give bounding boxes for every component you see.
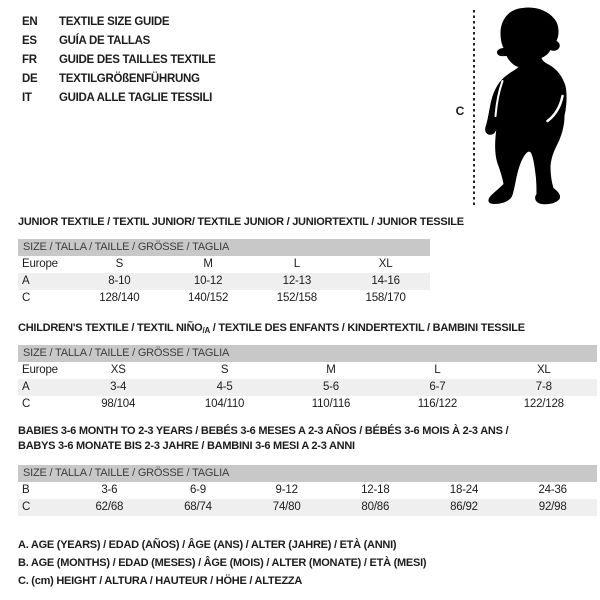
table-row-height [18,499,597,516]
children-table-title: CHILDREN'S TEXTILE / TEXTIL NIÑO/A / TEXTILE DES ENFANTS / KINDERTEXTIL / BAMBINI TESSILE [18,322,525,335]
row-label: A [22,275,30,287]
size-cell: L [434,364,441,376]
table-row-age [18,273,430,290]
size-cell: 7-8 [535,381,552,393]
lang-row-de [22,70,216,89]
size-cell: XS [110,364,126,376]
size-cell: 152/158 [276,292,317,304]
lang-code: FR [22,54,37,66]
table-row-age-months [18,482,597,499]
lang-code: DE [22,73,38,85]
lang-row-en [22,13,216,32]
babies-title-line2: BABYS 3-6 MONATE BIS 2-3 JAHRE / BAMBINI 3-6 MESI A 2-3 ANNI [18,440,355,452]
size-cell: XL [378,258,393,270]
table-row-height [18,290,430,307]
size-cell: L [293,258,300,270]
size-cell: 3-6 [101,484,118,496]
size-cell: 6-7 [429,381,446,393]
language-list [22,13,216,108]
size-cell: 5-6 [322,381,339,393]
row-label: Europe [22,258,58,270]
size-cell: 110/116 [311,398,351,410]
size-cell: 12-18 [361,484,390,496]
footnote-a: A. AGE (YEARS) / EDAD (AÑOS) / ÂGE (ANS) / ALTER (JAHRE) / ETÀ (ANNI) [18,539,397,551]
babies-table-title [18,424,508,454]
baby-silhouette-icon [480,6,580,206]
size-cell: 6-9 [189,484,206,496]
size-table-children [18,345,597,413]
row-label: B [22,484,30,496]
table-row-height [18,396,597,413]
size-cell: 80/86 [361,501,390,513]
size-cell: 158/170 [365,292,406,304]
size-cell: 9-12 [275,484,298,496]
size-cell: 14-16 [371,275,400,287]
lang-title: TEXTILGRÖßENFÜHRUNG [59,73,200,85]
height-measure-dashed-line [473,10,475,207]
row-label: C [22,501,31,513]
lang-code: IT [22,92,32,104]
row-label: Europe [22,364,58,376]
size-cell: 122/128 [523,398,564,410]
size-header-bar: SIZE / TALLA / TAILLE / GRÖSSE / TAGLIA [18,239,430,256]
size-cell: 3-4 [110,381,127,393]
size-cell: 86/92 [450,501,478,513]
lang-row-it [22,89,216,108]
size-cell: 68/74 [184,501,212,513]
footnote-b: B. AGE (MONTHS) / EDAD (MESES) / ÂGE (MOIS) / ALTER (MONATE) / ETÀ (MESI) [18,557,427,569]
lang-row-fr [22,51,216,70]
size-cell: 18-24 [449,484,479,496]
lang-code: ES [22,35,37,47]
size-cell: 74/80 [272,501,301,513]
size-cell: 104/110 [204,398,245,410]
footnotes [18,536,426,590]
size-table-babies [18,465,597,516]
size-cell: 140/152 [188,292,229,304]
lang-title: GUIDE DES TAILLES TEXTILE [59,54,216,66]
size-cell: 116/122 [417,398,458,410]
lang-code: EN [22,16,38,28]
size-cell: XL [536,364,551,376]
size-cell: 10-12 [193,275,223,287]
size-cell: 92/98 [538,501,567,513]
lang-title: TEXTILE SIZE GUIDE [59,16,170,28]
size-header-bar: SIZE / TALLA / TAILLE / GRÖSSE / TAGLIA [18,465,597,482]
row-label: C [22,292,31,304]
size-cell: 8-10 [108,275,131,287]
table-row-europe [18,362,597,379]
babies-title-line1: BABIES 3-6 MONTH TO 2-3 YEARS / BEBÉS 3-6 MESES A 2-3 AÑOS / BÉBÉS 3-6 MOIS À 2-3 ANS / [18,425,509,437]
size-cell: 128/140 [99,292,140,304]
lang-title: GUIDA ALLE TAGLIE TESSILI [59,92,213,104]
lang-title: GUÍA DE TALLAS [59,35,150,47]
lang-row-es [22,32,216,51]
size-header-bar: SIZE / TALLA / TAILLE / GRÖSSE / TAGLIA [18,345,597,362]
footnote-c: C. (cm) HEIGHT / ALTURA / HAUTEUR / HÖHE / ALTEZZA [18,575,303,587]
table-row-europe [18,256,430,273]
size-cell: 24-36 [538,484,567,496]
size-cell: 62/68 [95,501,124,513]
size-table-junior [18,239,430,307]
height-measure-label: C [455,104,465,118]
size-cell: M [326,364,336,376]
row-label: A [22,381,30,393]
size-cell: 4-5 [216,381,233,393]
size-cell: 12-13 [282,275,312,287]
size-cell: S [115,258,124,270]
size-cell: 98/104 [101,398,136,410]
size-cell: S [220,364,229,376]
row-label: C [22,398,31,410]
junior-table-title: JUNIOR TEXTILE / TEXTIL JUNIOR/ TEXTILE JUNIOR / JUNIORTEXTIL / JUNIOR TESSILE [18,216,464,228]
table-row-age [18,379,597,396]
size-cell: M [203,258,213,270]
